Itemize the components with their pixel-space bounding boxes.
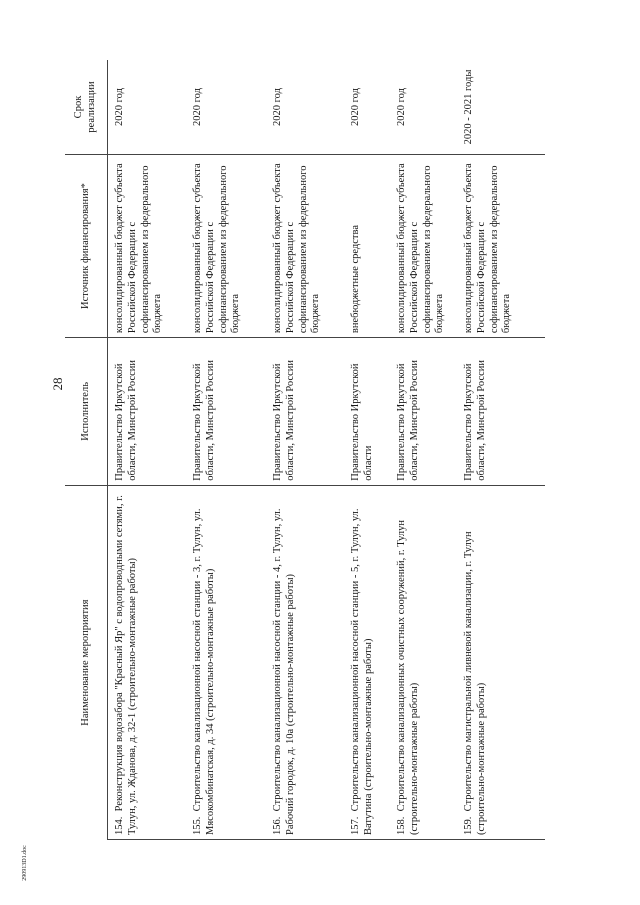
row-term: 2020 год	[344, 60, 390, 155]
header-source: Источник финансирования*	[65, 155, 108, 338]
row-name-cell	[266, 485, 344, 839]
row-term: 2020 год	[266, 60, 344, 155]
row-source: консолидированный бюджет субъекта Российской Федерации с софинансированием из федерального бюджета	[457, 155, 545, 338]
table-header-row	[65, 60, 108, 840]
row-number: 154.	[114, 816, 125, 835]
row-name-cell	[186, 485, 266, 839]
row-name-cell	[457, 485, 545, 839]
footer-code: 290913D1.doc	[22, 845, 28, 881]
row-name: Строительство канализационной насосной станции - 5, г. Тулун, ул. Ватутина (строительно-монтажные работы)	[350, 508, 374, 835]
page-number: 28	[50, 377, 65, 391]
row-executor: Правительство Иркутской области	[344, 338, 390, 486]
row-name: Реконструкция водозабора "Красный Яр" с водопроводными сетями, г. Тулун, ул. Жданова, д. 32-1 (строительно-монтажные работы)	[114, 495, 138, 835]
row-name-cell	[108, 485, 187, 839]
row-term: 2020 год	[108, 60, 187, 155]
table-row	[457, 60, 545, 840]
row-name: Строительство канализационных очистных сооружений, г. Тулун (строительно-монтажные работы)	[396, 519, 420, 835]
row-source: внебюджетные средства	[344, 155, 390, 338]
row-number: 158.	[396, 816, 407, 835]
row-term: 2020 год	[390, 60, 457, 155]
table-row	[344, 60, 390, 840]
row-name-cell	[344, 485, 390, 839]
header-term-line1: Срок	[73, 95, 85, 119]
header-name: Наименование мероприятия	[65, 485, 108, 839]
row-number: 157.	[350, 816, 361, 835]
row-executor: Правительство Иркутской области, Минстрой России	[108, 338, 187, 486]
rotated-table-page	[65, 60, 640, 840]
table-row	[390, 60, 457, 840]
row-name: Строительство магистральной ливневой канализации, г. Тулун (строительно-монтажные работы)	[463, 531, 487, 835]
row-name-cell	[390, 485, 457, 839]
row-name: Строительство канализационной насосной станции - 4, г. Тулун, ул. Рабочий городок, д. 10а (строительно-монтажные работы)	[272, 508, 296, 835]
row-term: 2020 - 2021 годы	[457, 60, 545, 155]
row-source: консолидированный бюджет субъекта Российской Федерации с софинансированием из федерального бюджета	[266, 155, 344, 338]
measures-table	[65, 60, 545, 840]
table-row	[186, 60, 266, 840]
row-executor: Правительство Иркутской области, Минстрой России	[457, 338, 545, 486]
header-executor: Исполнитель	[65, 338, 108, 486]
row-source: консолидированный бюджет субъекта Российской Федерации с софинансированием из федерального бюджета	[186, 155, 266, 338]
row-name: Строительство канализационной насосной станции - 3, г. Тулун, ул. Мясокомбинатская, д. 34 (строительно-монтажные работы)	[192, 508, 216, 835]
row-source: консолидированный бюджет субъекта Российской Федерации с софинансированием из федерального бюджета	[390, 155, 457, 338]
row-executor: Правительство Иркутской области, Минстрой России	[266, 338, 344, 486]
table-row	[266, 60, 344, 840]
row-executor: Правительство Иркутской области, Минстрой России	[186, 338, 266, 486]
header-term-line2: реализации	[86, 81, 97, 133]
row-number: 159.	[463, 816, 474, 835]
row-term: 2020 год	[186, 60, 266, 155]
row-number: 155.	[192, 816, 203, 835]
row-number: 156.	[272, 816, 283, 835]
row-executor: Правительство Иркутской области, Минстрой России	[390, 338, 457, 486]
row-source: консолидированный бюджет субъекта Российской Федерации с софинансированием из федерального бюджета	[108, 155, 187, 338]
table-row	[108, 60, 187, 840]
header-term	[65, 60, 108, 155]
